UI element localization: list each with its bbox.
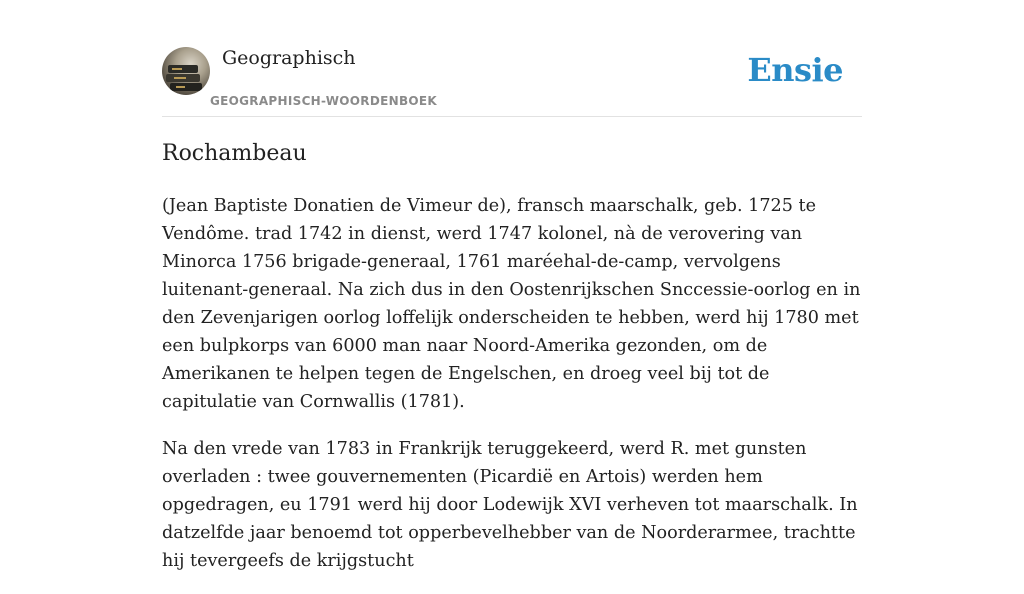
source-subtitle-link[interactable]: GEOGRAPHISCH-WOORDENBOEK [210, 94, 437, 108]
page [162, 0, 862, 571]
article-paragraph: Na den vrede van 1783 in Frankrijk teruggekeerd, werd R. met gunsten overladen : twee gouvernementen (Picardië en Artois) werden hem opgedragen, eu 1791 werd hij door Lodewijk XVI verheven tot maarschalk. In datzelfde jaar benoemd tot opperbevelhebber van de Noorderarmee, trachtte hij tevergeefs de krijgstucht [162, 439, 858, 571]
article-paragraph: (Jean Baptiste Donatien de Vimeur de), fransch maarschalk, geb. 1725 te Vendôme. trad 1742 in dienst, werd 1747 kolonel, nà de verovering van Minorca 1756 brigade-generaal, 1761 maréehal-de-camp, vervolgens luitenant-generaal. Na zich dus in den Oostenrijkschen Snccessie-oorlog en in den Zevenjarigen oorlog loffelijk onderscheiden te hebben, werd hij 1780 met een bulpkorps van 6000 man naar Noord-Amerika gezonden, om de Amerikanen te helpen tegen de Engelschen, en droeg veel bij tot de capitulatie van Cornwallis (1781). [162, 196, 861, 412]
source-name-link[interactable]: Geographisch [222, 47, 356, 69]
article-title: Rochambeau [162, 141, 307, 166]
source-avatar[interactable] [162, 47, 210, 95]
article-body [162, 192, 864, 594]
book-gilding-image [174, 77, 186, 79]
book-spine-image [170, 83, 202, 91]
ensie-logo-link[interactable]: Ensie [747, 51, 843, 89]
book-gilding-image [172, 68, 182, 70]
header [162, 0, 862, 117]
book-gilding-image [176, 86, 185, 88]
